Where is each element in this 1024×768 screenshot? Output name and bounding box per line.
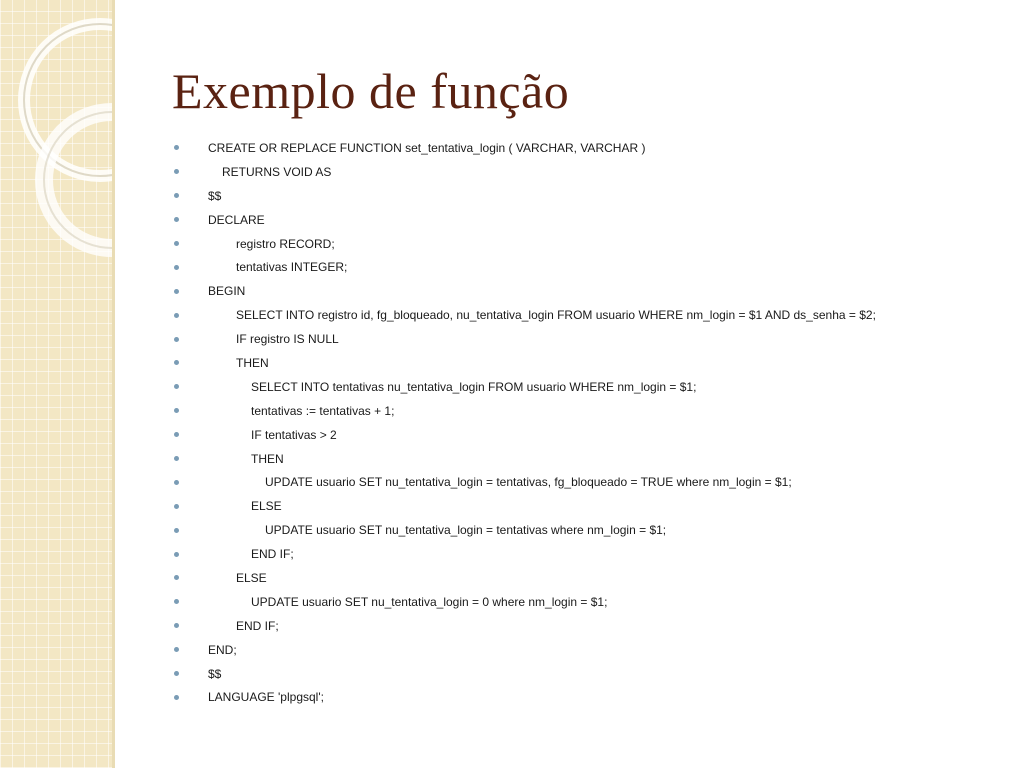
code-line-text: RETURNS VOID AS xyxy=(222,164,332,179)
bullet-dot-icon xyxy=(174,145,179,150)
bullet-dot-icon xyxy=(174,241,179,246)
bullet-dot-icon xyxy=(174,456,179,461)
code-line xyxy=(174,518,876,542)
code-line-text: SELECT INTO tentativas nu_tentativa_login FROM usuario WHERE nm_login = $1; xyxy=(251,379,697,394)
code-line xyxy=(174,494,876,518)
code-bullet-list xyxy=(174,136,876,709)
bullet-dot-icon xyxy=(174,480,179,485)
code-line-text: BEGIN xyxy=(208,284,246,299)
bullet-dot-icon xyxy=(174,623,179,628)
code-line-text: THEN xyxy=(251,451,284,466)
code-line xyxy=(174,255,876,279)
code-line xyxy=(174,423,876,447)
code-line-text: END IF; xyxy=(236,618,279,633)
side-panel-edge xyxy=(112,0,115,768)
code-line xyxy=(174,542,876,566)
code-line-text: THEN xyxy=(236,355,269,370)
code-line xyxy=(174,566,876,590)
code-line-text: registro RECORD; xyxy=(236,236,335,251)
code-line xyxy=(174,685,876,709)
bullet-dot-icon xyxy=(174,169,179,174)
code-line-text: IF registro IS NULL xyxy=(236,332,339,347)
bullet-dot-icon xyxy=(174,432,179,437)
code-line-text: CREATE OR REPLACE FUNCTION set_tentativa_login ( VARCHAR, VARCHAR ) xyxy=(208,140,646,155)
code-line xyxy=(174,590,876,614)
code-line-text: $$ xyxy=(208,666,222,681)
code-line xyxy=(174,184,876,208)
code-line-text: ELSE xyxy=(236,570,267,585)
code-line xyxy=(174,232,876,256)
bullet-dot-icon xyxy=(174,313,179,318)
code-line-text: UPDATE usuario SET nu_tentativa_login = 0 where nm_login = $1; xyxy=(251,594,608,609)
code-line-text: IF tentativas > 2 xyxy=(251,427,337,442)
code-line-text: tentativas INTEGER; xyxy=(236,260,348,275)
code-line xyxy=(174,614,876,638)
ring-shape xyxy=(24,24,112,176)
slide-title: Exemplo de função xyxy=(172,63,570,119)
code-line xyxy=(174,638,876,662)
code-line xyxy=(174,208,876,232)
code-line xyxy=(174,279,876,303)
code-line-text: $$ xyxy=(208,188,222,203)
code-line-text: LANGUAGE 'plpgsql'; xyxy=(208,690,324,705)
code-line-text: tentativas := tentativas + 1; xyxy=(251,403,395,418)
code-line-text: DECLARE xyxy=(208,212,265,227)
code-line xyxy=(174,351,876,375)
bullet-dot-icon xyxy=(174,647,179,652)
bullet-dot-icon xyxy=(174,193,179,198)
bullet-dot-icon xyxy=(174,265,179,270)
bullet-dot-icon xyxy=(174,217,179,222)
code-line-text: END; xyxy=(208,642,237,657)
code-line xyxy=(174,662,876,686)
bullet-dot-icon xyxy=(174,408,179,413)
code-line-text: ELSE xyxy=(251,499,282,514)
bullet-dot-icon xyxy=(174,599,179,604)
code-line xyxy=(174,160,876,184)
code-line xyxy=(174,375,876,399)
code-line-text: UPDATE usuario SET nu_tentativa_login = tentativas, fg_bloqueado = TRUE where nm_login = $1; xyxy=(265,475,792,490)
code-line xyxy=(174,470,876,494)
bullet-dot-icon xyxy=(174,575,179,580)
code-line-text: END IF; xyxy=(251,547,294,562)
code-line xyxy=(174,136,876,160)
ring-outline xyxy=(24,24,112,176)
bullet-dot-icon xyxy=(174,695,179,700)
code-line xyxy=(174,399,876,423)
bullet-dot-icon xyxy=(174,504,179,509)
code-line xyxy=(174,327,876,351)
bullet-dot-icon xyxy=(174,671,179,676)
code-line xyxy=(174,303,876,327)
bullet-dot-icon xyxy=(174,552,179,557)
code-line xyxy=(174,447,876,471)
decorative-rings xyxy=(0,0,112,768)
bullet-dot-icon xyxy=(174,384,179,389)
bullet-dot-icon xyxy=(174,289,179,294)
bullet-dot-icon xyxy=(174,337,179,342)
code-line-text: SELECT INTO registro id, fg_bloqueado, nu_tentativa_login FROM usuario WHERE nm_login = $1 AND ds_senha = $2; xyxy=(236,308,876,323)
decorative-side-panel xyxy=(0,0,112,768)
bullet-dot-icon xyxy=(174,528,179,533)
bullet-dot-icon xyxy=(174,360,179,365)
code-line-text: UPDATE usuario SET nu_tentativa_login = tentativas where nm_login = $1; xyxy=(265,523,667,538)
